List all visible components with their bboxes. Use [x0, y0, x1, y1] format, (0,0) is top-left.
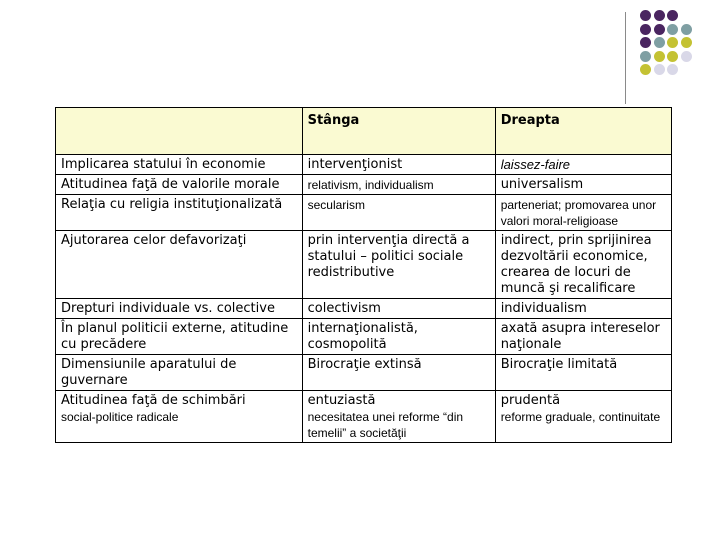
left-value-cell: prin intervenţia directă a statului – politici sociale redistributive: [302, 231, 495, 299]
criteria-cell: Relaţia cu religia instituţionalizată: [56, 195, 303, 231]
table-row-helping-disadvantaged: [56, 231, 672, 299]
decorative-dot-grid: [640, 10, 716, 110]
criteria-cell: Drepturi individuale vs. colective: [56, 299, 303, 319]
decorative-dot: [654, 37, 665, 48]
decorative-dot: [654, 10, 665, 21]
decorative-dot: [667, 64, 678, 75]
left-right-comparison-table: [55, 107, 672, 443]
left-value-cell: Birocraţie extinsă: [302, 355, 495, 391]
decorative-dot: [681, 37, 692, 48]
right-value-cell: [495, 391, 671, 443]
decorative-dot: [640, 37, 651, 48]
left-value-cell: relativism, individualism: [302, 175, 495, 195]
decorative-dot: [681, 24, 692, 35]
table-row-foreign-policy: [56, 319, 672, 355]
header-right-dreapta: Dreapta: [495, 108, 671, 155]
right-value-cell: laissez-faire: [495, 155, 671, 175]
header-corner-cell: [56, 108, 303, 155]
decorative-dot: [681, 51, 692, 62]
right-sub-text: reforme graduale, continuitate: [500, 410, 661, 424]
table-row-religion: [56, 195, 672, 231]
decorative-dot: [640, 64, 651, 75]
table-header-row: [56, 108, 672, 155]
criteria-sub-text: social-politice radicale: [61, 410, 179, 424]
table-row-government-size: [56, 355, 672, 391]
right-value-cell: Birocraţie limitată: [495, 355, 671, 391]
criteria-cell: Implicarea statului în economie: [56, 155, 303, 175]
criteria-cell: Ajutorarea celor defavorizaţi: [56, 231, 303, 299]
left-sub-text: necesitatea unei reforme “din temelii” a societăţii: [307, 410, 464, 440]
right-value-cell: individualism: [495, 299, 671, 319]
table-row-rights: [56, 299, 672, 319]
left-value-cell: colectivism: [302, 299, 495, 319]
right-value-cell: universalism: [495, 175, 671, 195]
right-value-cell: indirect, prin sprijinirea dezvoltării economice, crearea de locuri de muncă şi recalificare: [495, 231, 671, 299]
decorative-dot: [667, 10, 678, 21]
decorative-dot: [654, 24, 665, 35]
table-row-moral-values: [56, 175, 672, 195]
decorative-dot: [640, 10, 651, 21]
left-value-cell: secularism: [302, 195, 495, 231]
criteria-cell: Dimensiunile aparatului de guvernare: [56, 355, 303, 391]
decorative-dot: [667, 51, 678, 62]
criteria-cell: [56, 391, 303, 443]
table-row-radical-change: [56, 391, 672, 443]
decorative-dot: [654, 51, 665, 62]
left-main-text: entuziastă: [307, 393, 376, 408]
left-value-cell: intervenţionist: [302, 155, 495, 175]
right-value-cell: axată asupra intereselor naţionale: [495, 319, 671, 355]
decorative-dot: [667, 37, 678, 48]
right-value-cell: parteneriat; promovarea unor valori moral-religioase: [495, 195, 671, 231]
table-row-state-involvement: [56, 155, 672, 175]
header-left-stanga: Stânga: [302, 108, 495, 155]
criteria-main-text: Atitudinea faţă de schimbări: [61, 393, 246, 408]
criteria-cell: Atitudinea faţă de valorile morale: [56, 175, 303, 195]
left-value-cell: [302, 391, 495, 443]
decorative-dot: [654, 64, 665, 75]
decorative-vertical-line: [625, 12, 626, 104]
criteria-cell: În planul politicii externe, atitudine cu precădere: [56, 319, 303, 355]
left-value-cell: internaţionalistă, cosmopolită: [302, 319, 495, 355]
right-main-text: prudentă: [500, 393, 561, 408]
decorative-dot: [640, 51, 651, 62]
decorative-dot: [667, 24, 678, 35]
decorative-dot: [640, 24, 651, 35]
